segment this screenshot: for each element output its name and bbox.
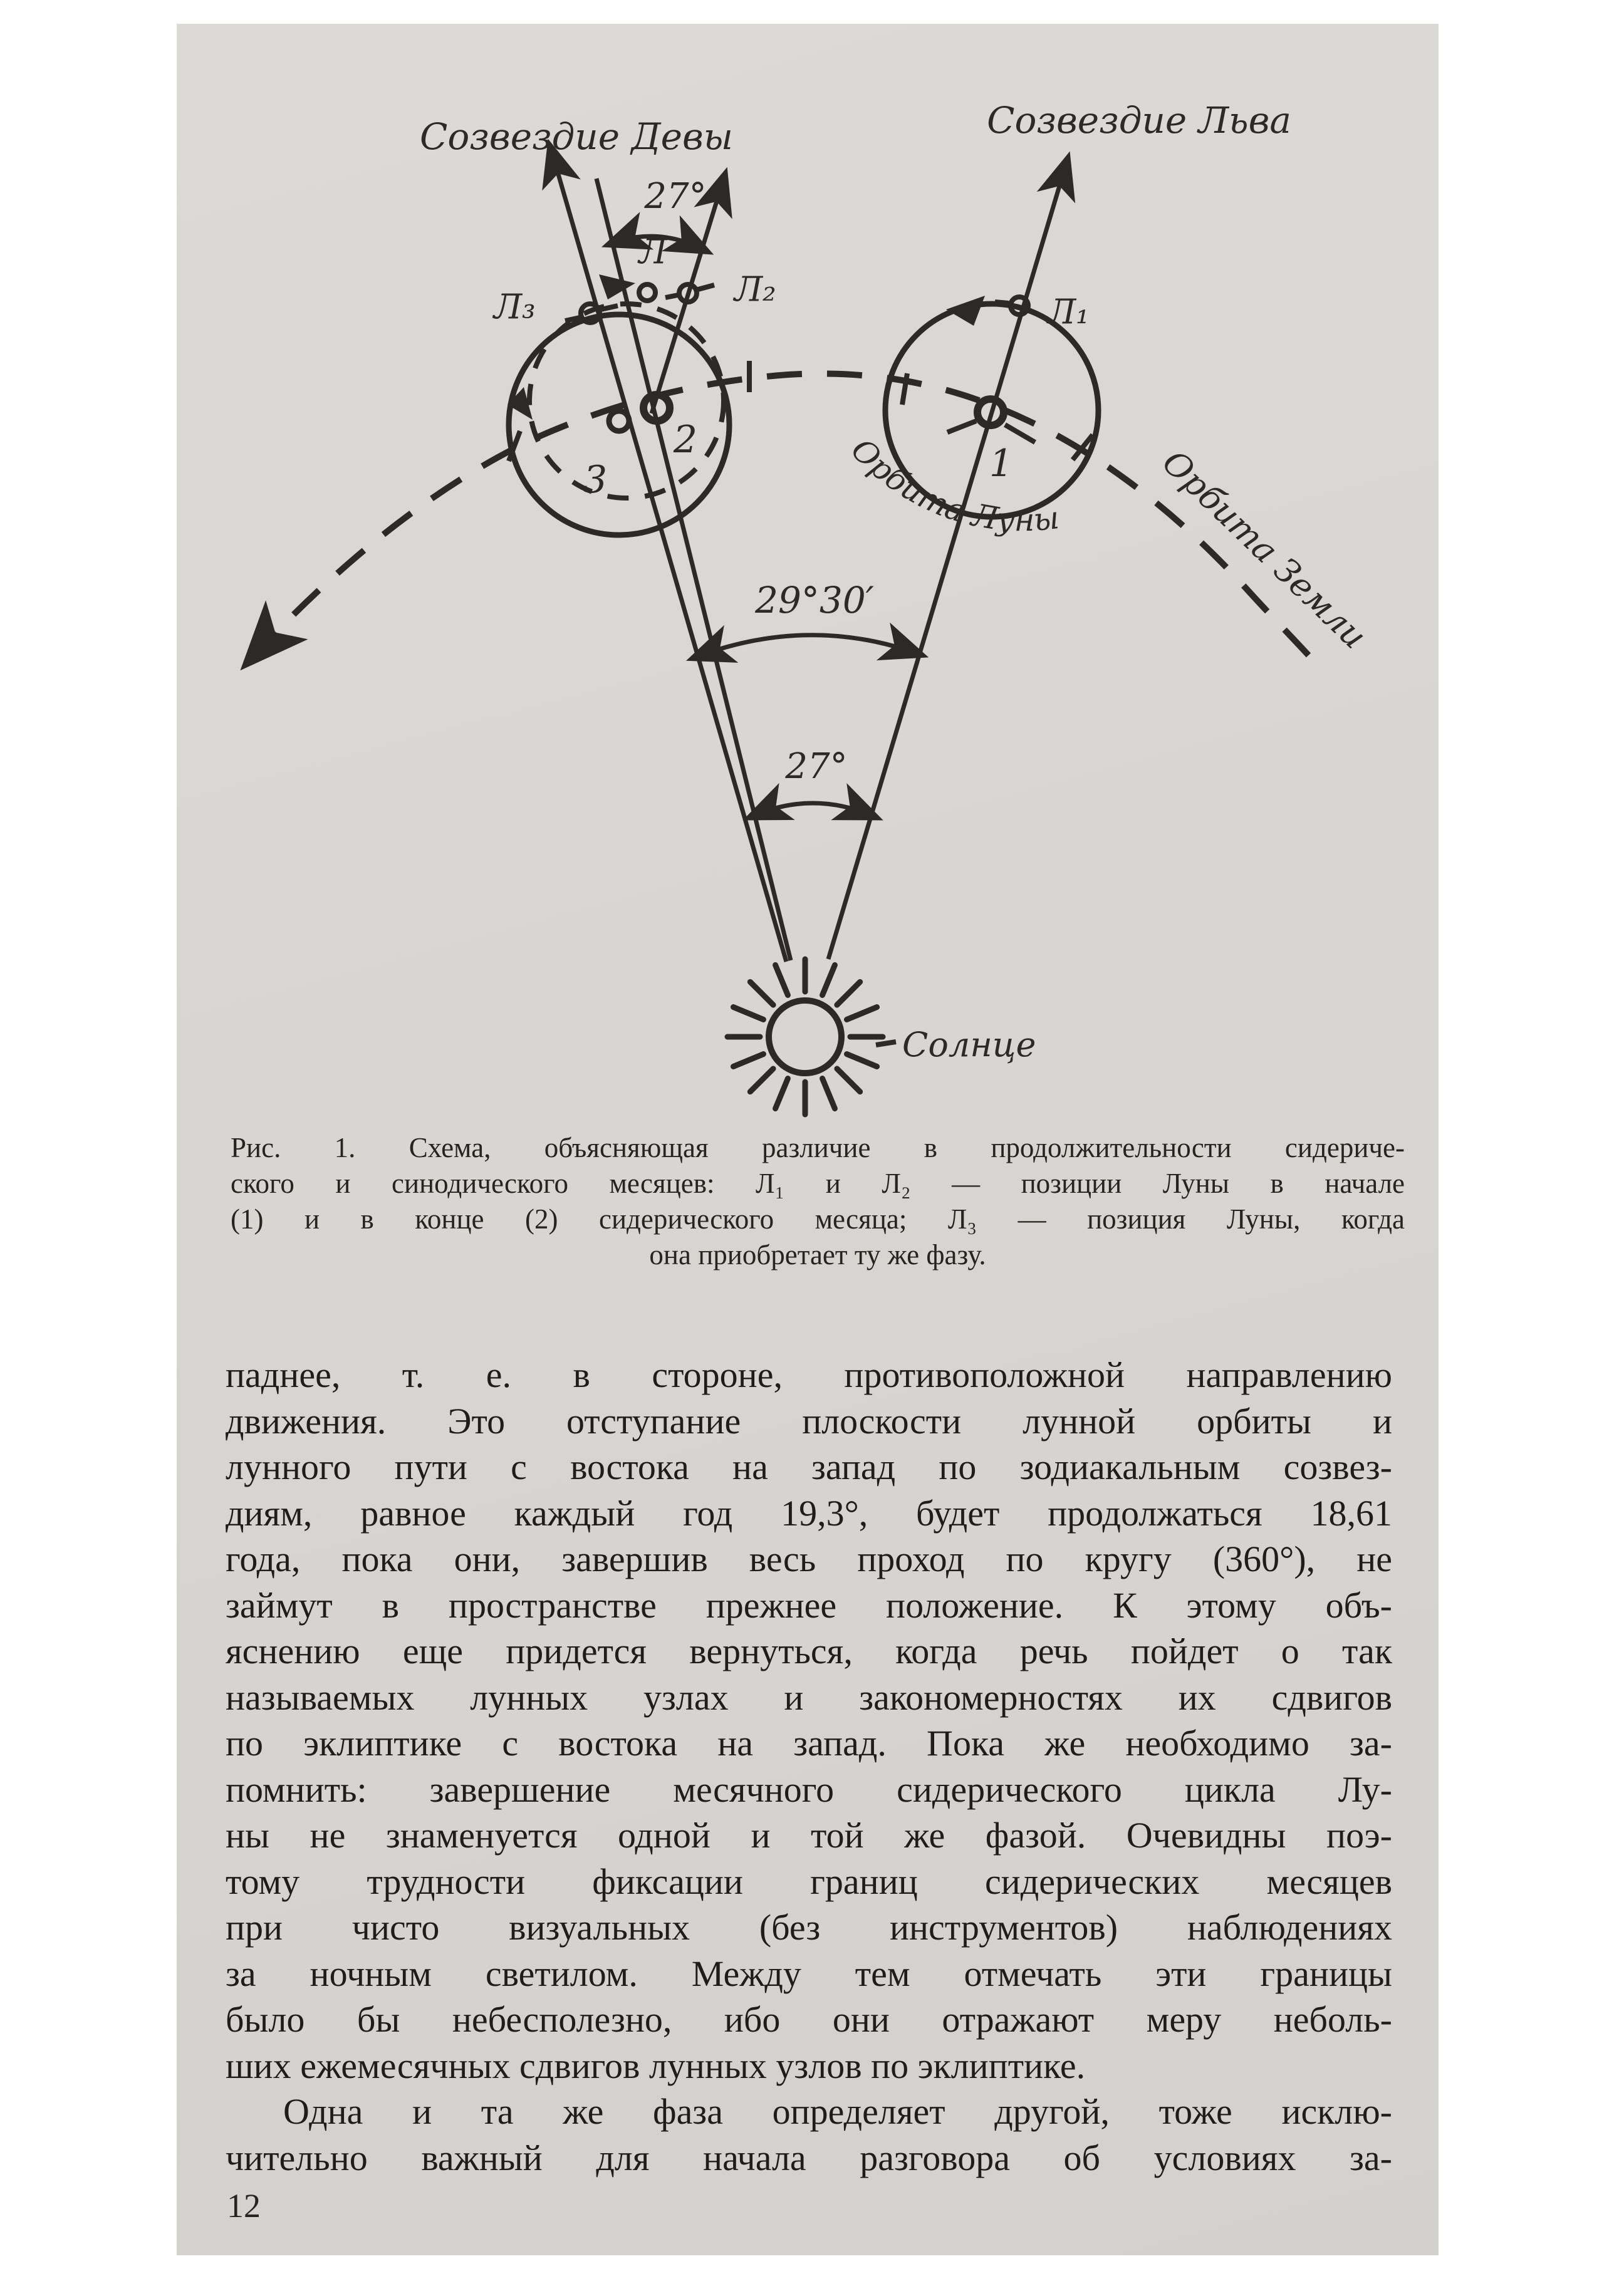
text-line: называемых лунных узлах и закономерностях их сдвигов [226,1676,1392,1718]
earth-stub [1005,425,1035,442]
text-line: займут в пространстве прежнее положение. К этому объ- [226,1584,1392,1626]
caption-line: (1) и в конце (2) сидерического месяца; Л₃ — позиция Луны, когда [231,1203,1405,1235]
moon-stub [665,295,678,298]
moon-label: Л [638,232,667,271]
moon-orbit-circle-dashed [529,304,724,498]
caption-line: она приобретает ту же фазу. [649,1239,986,1270]
sun-label: Солнце [902,1025,1036,1064]
body-text [226,1352,1392,2181]
angle-arc-synodic [697,635,917,657]
moon-stub [565,318,580,321]
earth3-label: 3 [583,458,608,502]
earth2-label: 2 [673,418,698,462]
figure-caption [231,1130,1405,1273]
moon-stub [995,302,1009,303]
moon2-label: Л₂ [734,269,776,309]
text-line: помнить: завершение месячного сидерического цикла Лу- [226,1769,1392,1810]
page-number: 12 [227,2187,261,2225]
angle-synodic-label: 29°30′ [755,579,874,621]
orbit-direction-arrow-icon [946,296,985,326]
earth-stub [947,421,976,432]
sight-line-month-start [828,163,1066,959]
earth1-label: 1 [989,442,1014,486]
caption-line: Рис. 1. Схема, объясняющая различие в продолжительности сидериче- [231,1132,1405,1163]
text-line: паднее, т. е. в стороне, противоположной направлению [226,1354,1392,1395]
text-line: ны не знаменуется одной и той же фазой. Очевидны поэ- [226,1815,1392,1856]
scanned-page [177,24,1439,2255]
text-line: чительно важный для начала разговора об условиях за- [226,2137,1392,2178]
figure-diagram [177,24,1439,1145]
text-line: при чисто визуальных (без инструментов) наблюдениях [226,1907,1392,1948]
text-line: тому трудности фиксации границ сидерических месяцев [226,1861,1392,1902]
moon-orbit-label: Орбита Луны [844,431,1061,539]
moon-stub [698,285,714,289]
text-line: ших ежемесячных сдвигов лунных узлов по эклиптике. [226,2045,1086,2086]
angle-top-label: 27° [644,176,707,217]
text-line: яснению еще придется вернуться, когда речь пойдет о так [226,1631,1392,1671]
angle-arc-sidereal [754,803,872,816]
text-line: диям, равное каждый год 19,3°, будет продолжаться 18,61 [226,1492,1392,1534]
moon-position-end [639,284,655,301]
moon1-label: Л₁ [1048,292,1090,331]
constellation-virgo-label: Созвездие Девы [420,115,733,158]
text-line: за ночным светилом. Между тем отмечать эти границы [226,1953,1392,1994]
caption-line: ского и синодического месяцев: Л₁ и Л₂ — позиции Луны в начале [231,1168,1405,1199]
orbit-direction-arrow-icon [599,274,635,299]
text-line: Одна и та же фаза определяет другой, тоже исклю- [283,2091,1392,2132]
constellation-leo-label: Созвездие Льва [987,99,1291,142]
text-line: было бы небесполезно, ибо они отражают меру неболь- [226,1999,1392,2040]
sun-icon [727,959,883,1114]
earth-orbit-arc [252,374,1323,672]
text-line: лунного пути с востока на запад по зодиакальным созвез- [226,1447,1392,1487]
text-line: движения. Это отступание плоскости лунной орбиты и [226,1400,1392,1441]
angle-sidereal-label: 27° [785,746,848,787]
moon3-label: Л₃ [494,287,536,326]
text-line: по эклиптике с востока на запад. Пока же необходимо за- [226,1723,1392,1764]
earth-position-3 [609,411,629,431]
text-line: года, пока они, завершив весь проход по кругу (360°), не [226,1539,1392,1579]
earth-orbit-label: Орбита Земли [1154,442,1375,657]
sun-label-dash [876,1042,896,1045]
